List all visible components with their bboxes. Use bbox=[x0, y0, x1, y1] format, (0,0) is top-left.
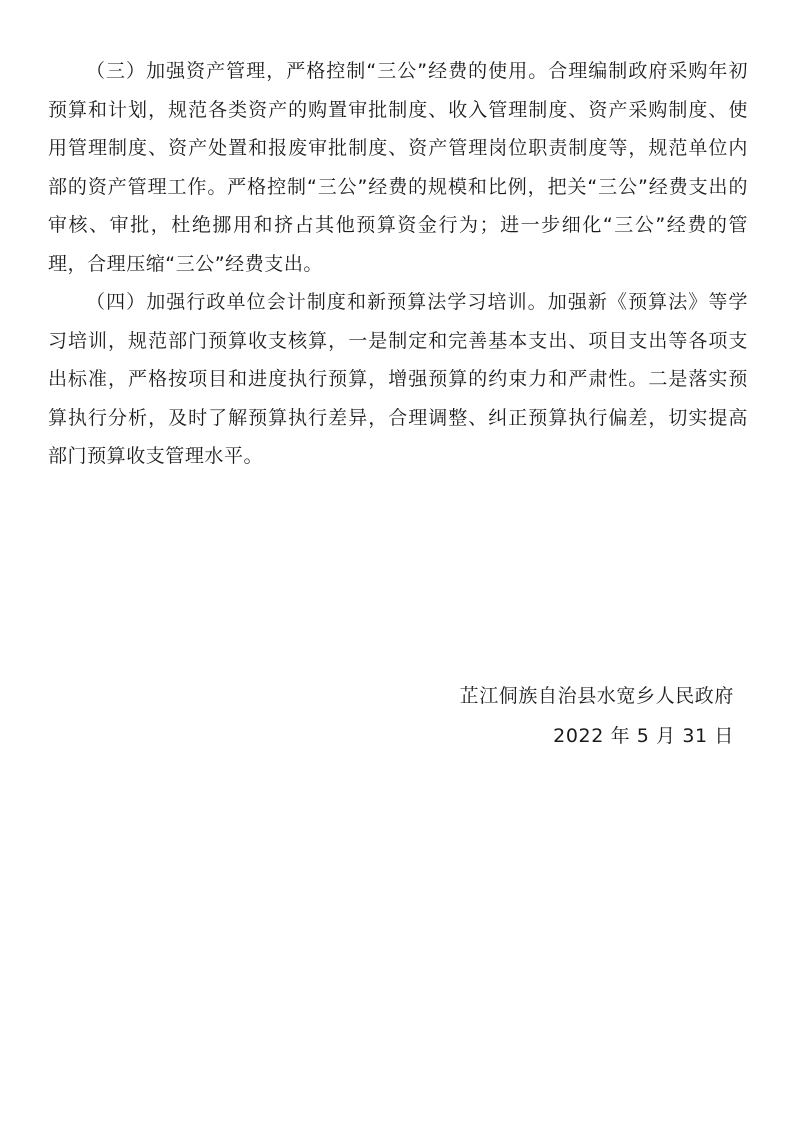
paragraph-asset-management: （三）加强资产管理，严格控制“三公”经费的使用。合理编制政府采购年初预算和计划，规范各类资产的购置审批制度、收入管理制度、资产采购制度、使用管理制度、资产处置和报废审批制度、资产管理岗位职责制度等，规范单位内部的资产管理工作。严格控制“三公”经费的规模和比例，把关“三公”经费支出的审核、审批，杜绝挪用和挤占其他预算资金行为；进一步细化“三公”经费的管理，合理压缩“三公”经费支出。 bbox=[48, 60, 748, 275]
paragraph-accounting-training: （四）加强行政单位会计制度和新预算法学习培训。加强新《预算法》等学习培训，规范部门预算收支核算，一是制定和完善基本支出、项目支出等各项支出标准，严格按项目和进度执行预算，增强预算的约束力和严肃性。二是落实预算执行分析，及时了解预算执行差异，合理调整、纠正预算执行偏差，切实提高部门预算收支管理水平。 bbox=[48, 291, 748, 467]
document-body bbox=[48, 52, 748, 476]
signature-organization: 芷江侗族自治县水宽乡人民政府 bbox=[459, 685, 734, 707]
signature-block bbox=[460, 676, 734, 756]
signature-date: 2022 年 5 月 31 日 bbox=[553, 725, 734, 747]
